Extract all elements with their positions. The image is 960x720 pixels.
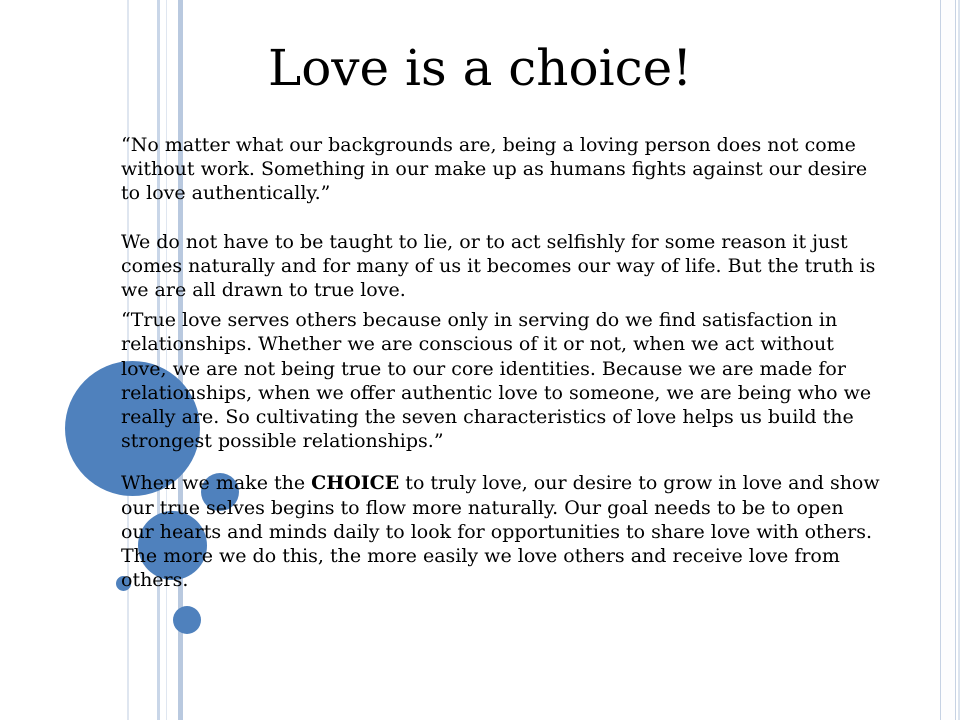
body-paragraph-4 (121, 471, 881, 592)
paragraph-4-rest: to truly love, our desire to grow in love and show our true selves begins to flow more naturally. Our goal needs to be to open our hearts and minds daily to look for opportunities to share love with others. The more we do this, the more easily we love others and receive love from others. (121, 472, 880, 592)
body-paragraph-2: We do not have to be taught to lie, or to act selfishly for some reason it just comes naturally and for many of us it becomes our way of life. But the truth is we are all drawn to true love. (121, 230, 876, 302)
choice-emphasis: CHOICE (311, 472, 400, 495)
decorative-circle-lower (173, 606, 201, 634)
quote-paragraph-3: “True love serves others because only in serving do we find satisfaction in relationships. Whether we are conscious of it or not, when we act without love, we are not being true to our core identities. Because we are made for relationships, when we offer authentic love to someone, we are being who we really are. So cultivating the seven characteristics of love helps us build the strongest possible relationships.” (121, 309, 872, 453)
slide-title: Love is a choice! (268, 39, 693, 97)
paragraph-4-lead: When we make the (121, 472, 312, 495)
quote-paragraph-1: “No matter what our backgrounds are, being a loving person does not come without work. Something in our make up as humans fights against our desire to love authentically.” (121, 134, 868, 205)
right-border-frame (940, 0, 956, 720)
slide-body (121, 133, 881, 592)
